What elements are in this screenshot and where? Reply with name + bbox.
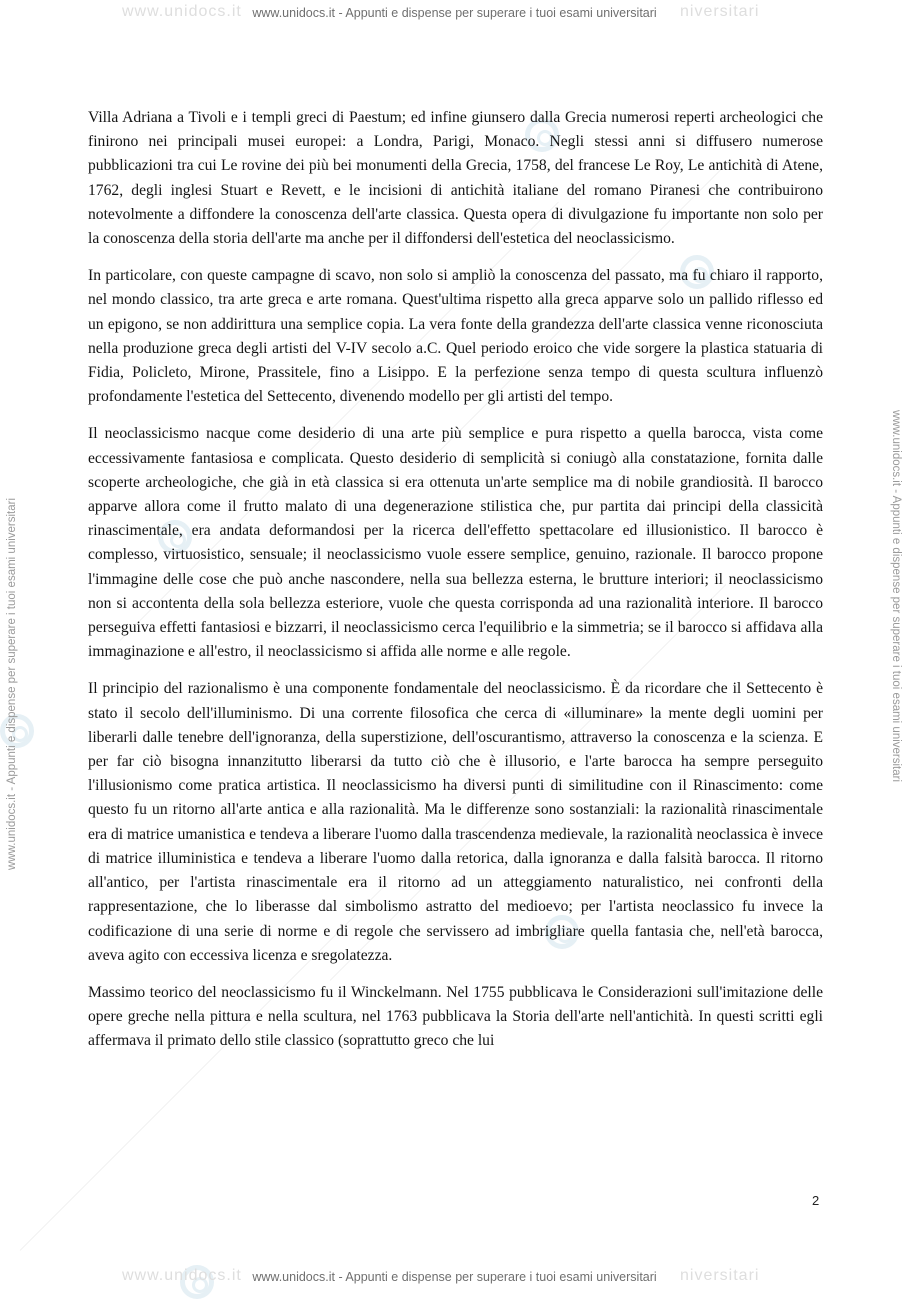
page-number: 2 [812, 1193, 820, 1208]
watermark-right-side: www.unidocs.it - Appunti e dispense per superare i tuoi esami universitari [890, 410, 902, 783]
document-body [88, 106, 823, 1067]
watermark-footer [0, 1266, 909, 1288]
watermark-footer-text: www.unidocs.it - Appunti e dispense per superare i tuoi esami universitari [252, 1270, 657, 1284]
paragraph-2: In particolare, con queste campagne di scavo, non solo si ampliò la conoscenza del passato, ma fu chiaro il rapporto, nel mondo classico, tra arte greca e arte romana. Quest'ultima rispetto alla greca apparve solo un pallido riflesso ed un epigono, se non addirittura una semplice copia. La vera fonte della grandezza dell'arte classica venne riconosciuta nella produzione greca degli artisti del V-IV secolo a.C. Quel periodo eroico che vide sorgere la plastica statuaria di Fidia, Policleto, Mirone, Prassitele, fino a Lisippo. E la perfezione senza tempo di questa scultura influenzò profondamente l'estetica del Settecento, divenendo modello per gli artisti del tempo. [88, 267, 823, 406]
watermark-ghost-right: niversitari [680, 1267, 760, 1284]
watermark-header-text: www.unidocs.it - Appunti e dispense per superare i tuoi esami universitari [252, 6, 657, 20]
paragraph-1: Villa Adriana a Tivoli e i templi greci di Paestum; ed infine giunsero dalla Grecia numerosi reperti archeologici che finirono nei principali musei europei: a Londra, Parigi, Monaco. Negli stessi anni si diffusero numerose pubblicazioni tra cui Le rovine dei più bei monumenti della Grecia, 1758, del francese Le Roy, Le antichità di Atene, 1762, degli inglesi Stuart e Revett, e le incisioni di antichità italiane del romano Piranesi che contribuirono notevolmente a diffondere la conoscenza dell'arte classica. Questa opera di divulgazione fu importante non solo per la conoscenza della storia dell'arte ma anche per il diffondersi dell'estetica del neoclassicismo. [88, 109, 823, 248]
paragraph-5: Massimo teorico del neoclassicismo fu il Winckelmann. Nel 1755 pubblicava le Considerazioni sull'imitazione delle opere greche nella pittura e nella scultura, nel 1763 pubblicava la Storia dell'arte nell'antichità. In questi scritti egli affermava il primato dello stile classico (soprattutto greco che lui [88, 983, 823, 1050]
watermark-ghost-left: www.unidocs.it [122, 1267, 242, 1284]
watermark-left-side: www.unidocs.it - Appunti e dispense per superare i tuoi esami universitari [6, 497, 18, 870]
watermark-header [0, 2, 909, 24]
paragraph-4: Il principio del razionalismo è una componente fondamentale del neoclassicismo. È da ricordare che il Settecento è stato il secolo dell'illuminismo. Di una corrente filosofica che cerca di «illuminare» la mente degli uomini per liberarli dalle tenebre dell'ignoranza, della superstizione, dell'oscurantismo, attraverso la conoscenza e la scienza. E per far ciò bisogna innanzitutto liberarsi da tutto ciò che è illusorio, e l'arte barocca ha sempre perseguito l'illusionismo come pratica artistica. Il neoclassicismo ha diversi punti di similitudine con il Rinascimento: come questo fu un ritorno all'arte antica e alla razionalità. Ma le differenze sono sostanziali: la razionalità rinascimentale era di matrice umanistica e tendeva a liberare l'uomo dalla trascendenza medievale, la razionalità neoclassica è invece di matrice illuministica e tendeva a liberare l'uomo dalla retorica, dalla ignoranza e dalla falsità barocca. Il ritorno all'antico, per l'artista rinascimentale era il ritorno ad un atteggiamento naturalistico, nei confronti della rappresentazione, che lo liberasse dal simbolismo astratto del medioevo; per l'artista neoclassico fu invece la codificazione di una serie di norme e di regole che servissero ad imbrigliare quella fantasia che, nell'età barocca, aveva agito con eccessiva licenza e sregolatezza. [88, 680, 823, 964]
watermark-ghost-left: www.unidocs.it [122, 3, 242, 20]
watermark-ghost-right: niversitari [680, 3, 760, 20]
paragraph-3: Il neoclassicismo nacque come desiderio di una arte più semplice e pura rispetto a quella barocca, vista come eccessivamente fantasiosa e complicata. Questo desiderio di semplicità si coniugò alla constatazione, fornita dalle scoperte archeologiche, che già in età classica si era ottenuta un'arte semplice ma di nobile grandiosità. Il barocco apparve allora come il frutto malato di una degenerazione stilistica che, pur partita dai principi della classicità rinascimentale, era andata deformandosi per la ricerca dell'effetto spettacolare ed illusionistico. Il barocco è complesso, virtuosistico, sensuale; il neoclassicismo vuole essere semplice, genuino, razionale. Il barocco propone l'immagine delle cose che può anche nascondere, nella sua bellezza esterna, le brutture interiori; il neoclassicismo non si accontenta della sola bellezza esteriore, vuole che questa corrisponda ad una razionalità interiore. Il barocco perseguiva effetti fantasiosi e bizzarri, il neoclassicismo cerca l'equilibrio e la simmetria; se il barocco si affidava alla immaginazione e all'estro, il neoclassicismo si affida alle norme e alle regole. [88, 425, 823, 661]
